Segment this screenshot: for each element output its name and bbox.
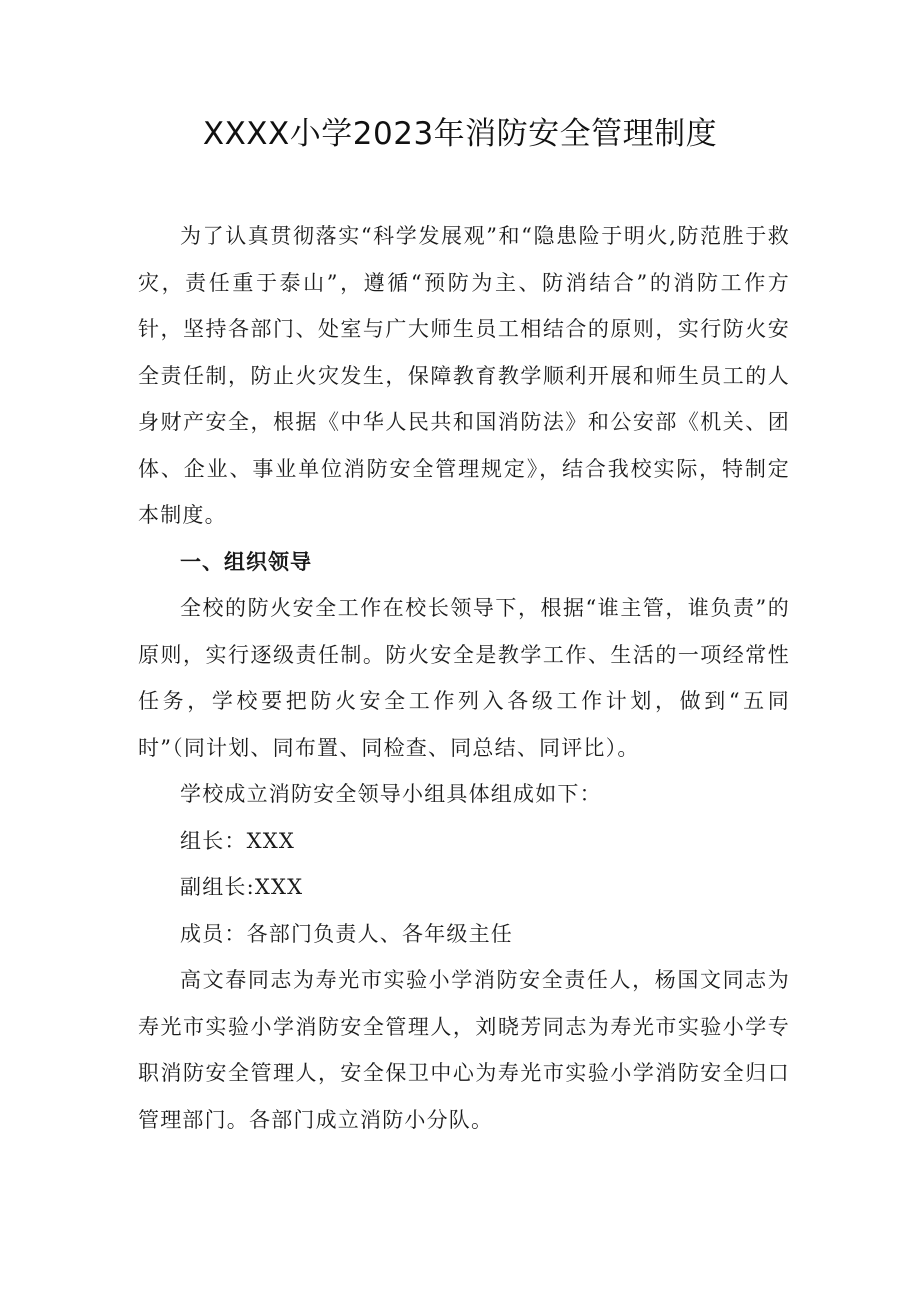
section-heading-organization: 一、组织领导 [180, 549, 312, 574]
document-title: XXXX小学2023年消防安全管理制度 [202, 116, 718, 152]
organization-paragraph: 全校的防火安全工作在校长领导下，根据“谁主管，谁负责”的原则，实行逐级责任制。防火安全是教学工作、生活的一项经常性任务，学校要把防火安全工作列入各级工作计划，做到“五同时”（同计划、同布置、同检查、同总结、同评比）。 [138, 596, 790, 760]
team-members-line: 成员：各部门负责人、各年级主任 [180, 921, 513, 946]
document-body [138, 213, 790, 1143]
team-leader-line: 组长：XXX [180, 828, 296, 853]
team-intro-paragraph: 学校成立消防安全领导小组具体组成如下： [180, 782, 602, 806]
team-deputy-line: 副组长:XXX [180, 875, 304, 899]
intro-paragraph: 为了认真贯彻落实“科学发展观”和“隐患险于明火,防范胜于救灾，责任重于泰山”，遵循“预防为主、防消结合”的消防工作方针，坚持各部门、处室与广大师生员工相结合的原则，实行防火安全责任制，防止火灾发生，保障教育教学顺利开展和师生员工的人身财产安全，根据《中华人民共和国消防法》和公安部《机关、团体、企业、事业单位消防安全管理规定》，结合我校实际，特制定本制度。 [138, 224, 790, 527]
responsibility-paragraph: 高文春同志为寿光市实验小学消防安全责任人，杨国文同志为寿光市实验小学消防安全管理人，刘晓芳同志为寿光市实验小学专职消防安全管理人，安全保卫中心为寿光市实验小学消防安全归口管理部门。各部门成立消防小分队。 [138, 968, 790, 1132]
